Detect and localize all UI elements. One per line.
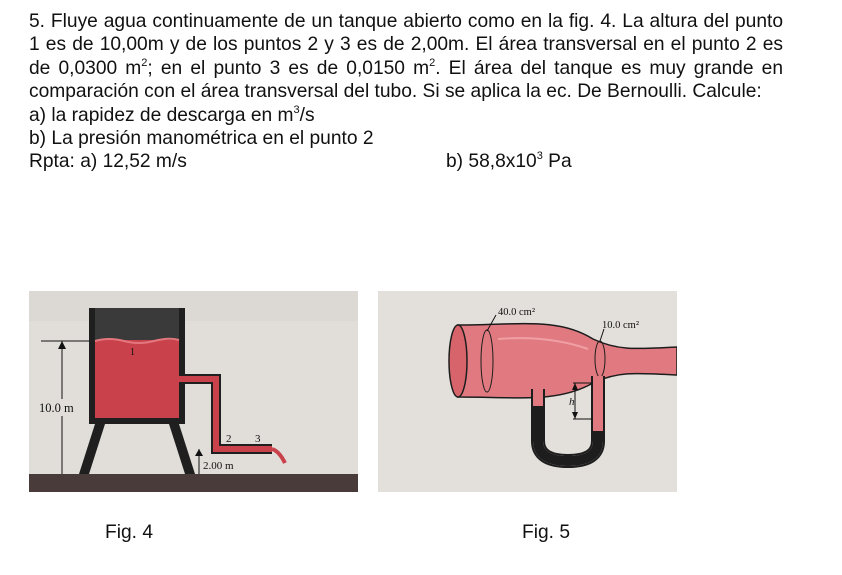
height-label: 10.0 m — [39, 401, 74, 415]
superscript-2: 2 — [141, 56, 148, 69]
fig4-floor — [29, 474, 358, 492]
fig4-top-shade — [29, 291, 358, 321]
area-large-label: 40.0 cm² — [498, 307, 535, 318]
superscript-2b: 2 — [429, 56, 436, 69]
problem-text-part3: . El área del tanque es muy grande en comparación con el área transversal del tubo. Si se aplica la ec. De Bernoulli. Calcule: — [29, 57, 783, 103]
tank-water — [95, 340, 179, 418]
problem-paragraph — [29, 10, 783, 104]
area-small-label: 10.0 cm² — [602, 320, 639, 331]
answer-b-unit: Pa — [542, 151, 572, 173]
problem-text-part2: ; en el punto 3 es de 0,0150 m — [147, 57, 430, 79]
problem-text-part1: 5. Fluye agua continuamente de un tanque abierto como en la fig. 4. La altura del punto 1 es de 10,00m y de los puntos 2 y 3 es de 2,00m. El área transversal en el punto 2 es de 0,0300 m — [29, 11, 783, 79]
item-a-tail: /s — [299, 104, 315, 126]
problem-statement — [29, 10, 783, 174]
item-a-text: a) la rapidez de descarga en m — [29, 104, 294, 126]
point-1-label: 1 — [130, 347, 135, 358]
figure-5-caption: Fig. 5 — [522, 522, 570, 543]
figure-4-tank — [29, 291, 358, 492]
figure-4-caption: Fig. 4 — [105, 522, 153, 543]
answers — [29, 150, 783, 174]
tube-inlet — [449, 325, 467, 397]
low-label: 2.00 m — [203, 460, 234, 472]
h-label: h — [569, 396, 575, 408]
item-b: b) La presión manométrica en el punto 2 — [29, 128, 374, 150]
point-2-label: 2 — [226, 433, 232, 445]
answer-b — [446, 150, 572, 173]
fig4-background — [29, 291, 358, 492]
figure-5-venturi — [378, 291, 677, 492]
point-3-label: 3 — [255, 433, 261, 445]
item-a — [29, 104, 783, 127]
answer-a: Rpta: a) 12,52 m/s — [29, 151, 187, 173]
superscript-3b: 3 — [536, 150, 543, 163]
superscript-3: 3 — [293, 103, 300, 116]
answer-b-text: b) 58,8x10 — [446, 151, 537, 173]
